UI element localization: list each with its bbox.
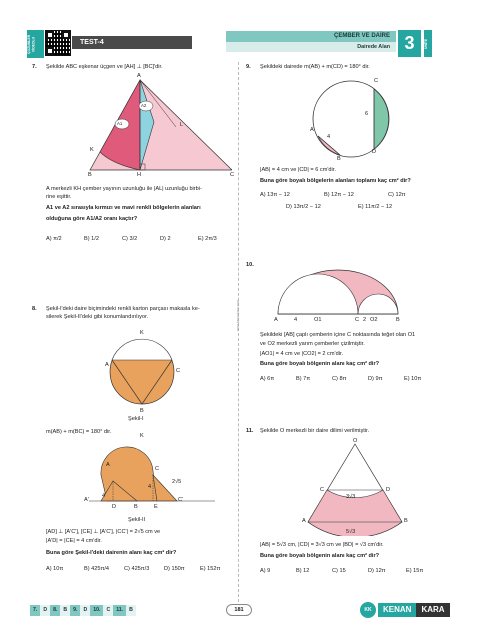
label-D: D: [386, 487, 391, 493]
label-6: 6: [365, 111, 369, 117]
choice-d[interactable]: D) 9π: [368, 376, 383, 382]
question-text: Şekilde O merkezli bir daire dilimi verilmiştir.: [260, 428, 370, 434]
label-2root5: 2√5: [172, 479, 182, 485]
label-H: H: [137, 172, 142, 178]
label-A1: A1: [117, 121, 123, 126]
choice-a[interactable]: A) 9: [260, 568, 271, 574]
question-ask: Buna göre Şekil-I'deki dairenin alanı kaç cm² dir?: [46, 550, 177, 556]
label-4: 4: [327, 134, 331, 140]
label-A: A: [137, 73, 141, 79]
choice-c[interactable]: C) 12π: [388, 192, 406, 198]
choice-e[interactable]: E) 10π: [404, 376, 422, 382]
choice-a[interactable]: A) 13π − 12: [260, 192, 290, 198]
question-ask: Buna göre boyalı bölgenin alanı kaç cm² dir?: [260, 361, 380, 367]
condition-1: [AD] ⊥ [A'C'], [CE] ⊥ [A'C'], |CC'| = 2√5 cm ve: [46, 529, 161, 535]
label-C: C: [230, 172, 235, 178]
label-C: C: [155, 466, 160, 472]
condition-2: |A'D| = |CE| = 4 cm'dir.: [46, 538, 102, 544]
figure-shekil-1-circle: [102, 336, 182, 408]
question-ask-2: olduğuna göre A1/A2 oranı kaçtır?: [46, 216, 138, 222]
label-O2: O2: [370, 317, 378, 323]
question-text-1: Şekil-I'deki daire biçimindeki renkli karton parçası makasla ke-: [46, 306, 200, 312]
brand-name-second: KARA: [416, 603, 449, 618]
question-number: 7.: [32, 64, 37, 70]
brand-mark-icon: KK: [360, 602, 376, 618]
answer-key-number: 7.: [30, 605, 40, 616]
question-number: 8.: [32, 306, 37, 312]
choice-b[interactable]: B) 7π: [296, 376, 311, 382]
choice-b[interactable]: B) 12: [296, 568, 310, 574]
label-K: K: [140, 433, 144, 439]
question-text-1: Şekildeki [AB] çaplı çemberin içine C noktasında teğet olan O1: [260, 332, 416, 338]
label-K: K: [140, 330, 144, 336]
answer-key-number: 9.: [70, 605, 80, 616]
question-7: [32, 64, 235, 264]
label-D: D: [372, 149, 377, 155]
choice-e[interactable]: E) 15π: [406, 568, 424, 574]
choice-a[interactable]: A) 6π: [260, 376, 275, 382]
label-O: O: [353, 438, 358, 444]
answer-key-letter: B: [126, 605, 136, 616]
chapter-title: ÇEMBER VE DAİRE: [226, 31, 396, 42]
answer-key-number: 8.: [50, 605, 60, 616]
condition: |AB| = 4 cm ve |CD| = 6 cm'dir.: [260, 167, 336, 173]
label-A: A: [302, 518, 306, 524]
choice-d[interactable]: D) 12π: [368, 568, 386, 574]
choice-e[interactable]: E) 2π/3: [198, 236, 217, 242]
answer-key-letter: B: [60, 605, 70, 616]
answer-choices: [260, 568, 442, 576]
question-text: Şekilde ABC eşkenar üçgen ve [AH] ⊥ [BC]'dir.: [46, 64, 163, 70]
watermark: www.kenankara.com: [236, 300, 240, 332]
question-description-1: A merkezli KH çember yayının uzunluğu ile |AL| uzunluğu birbi-: [46, 186, 202, 192]
label-A: A: [105, 362, 109, 368]
choice-c[interactable]: C) 8π: [332, 376, 347, 382]
answer-choices-row-2: [286, 204, 418, 212]
arc-condition: m(AB) + m(BC) = 180° dir.: [46, 429, 112, 435]
choice-b[interactable]: B) 12π − 12: [324, 192, 354, 198]
page-header: [0, 0, 480, 58]
label-L: L: [180, 122, 184, 128]
answer-key-letter: D: [80, 605, 90, 616]
label-C-prime: C': [178, 497, 184, 503]
label-B: B: [337, 156, 341, 162]
figure-sector: [300, 440, 410, 536]
choice-e[interactable]: E) 11π/2 − 12: [358, 204, 393, 210]
choice-b[interactable]: B) 1/2: [84, 236, 99, 242]
choice-d[interactable]: D) 13π/2 − 12: [286, 204, 321, 210]
label-B: B: [404, 518, 408, 524]
question-number: 9.: [246, 64, 251, 70]
answer-choices: [46, 236, 236, 244]
answer-choices-row-1: [260, 192, 438, 200]
figure-shekil-2-rearranged: [87, 441, 217, 513]
label-2: 2: [363, 317, 367, 323]
choice-a[interactable]: A) π/2: [46, 236, 62, 242]
label-C: C: [176, 368, 181, 374]
choice-d[interactable]: D) 150π: [164, 566, 185, 572]
choice-c[interactable]: C) 425π/3: [124, 566, 150, 572]
label-A: A: [106, 462, 110, 468]
figure-caption-1: Şekil-I: [128, 416, 144, 422]
question-ask: Buna göre boyalı bölgelerin alanları toplamı kaç cm² dir?: [260, 178, 411, 184]
video-solutions-tab[interactable]: ÇÖZÜMLER VİDEOLU: [27, 30, 44, 58]
question-10: [246, 262, 446, 392]
label-D: D: [112, 504, 117, 510]
figure-caption-2: Şekil-II: [128, 517, 146, 523]
section-title: Dairede Alan: [226, 42, 396, 52]
answer-key-letter: C: [103, 605, 113, 616]
label-C: C: [320, 487, 325, 493]
question-9: [246, 64, 446, 234]
label-A: A: [274, 317, 278, 323]
label-4: 4: [294, 317, 298, 323]
figure-equilateral-triangle: [82, 72, 235, 182]
question-ask-1: A1 ve A2 sırasıyla kırmızı ve mavi renkli bölgelerin alanları: [46, 205, 201, 211]
unit-label: ÜNİTE: [424, 30, 432, 57]
label-B: B: [396, 317, 400, 323]
choice-a[interactable]: A) 10π: [46, 566, 64, 572]
figure-circle-chords: [306, 74, 396, 164]
condition: |AO1| = 4 cm ve |CO2| = 2 cm'dir.: [260, 351, 344, 357]
label-O1: O1: [314, 317, 322, 323]
label-K: K: [90, 147, 94, 153]
figure-semicircles: [274, 268, 404, 318]
question-11: [246, 428, 446, 598]
qr-code[interactable]: [45, 30, 71, 56]
page-number: 181: [226, 604, 252, 616]
column-divider: [238, 62, 239, 602]
condition: |AB| = 5√3 cm, |CD| = 3√3 cm ve |BD| = √3 cm'dir.: [260, 542, 384, 548]
answer-key-number: 10.: [90, 605, 103, 616]
question-number: 10.: [246, 262, 254, 268]
label-C: C: [355, 317, 360, 323]
question-description-2: rine eşittir.: [46, 194, 72, 200]
answer-choices: [46, 566, 236, 574]
label-4-left: 4: [102, 493, 106, 499]
answer-key-number: 11.: [113, 605, 126, 616]
label-A: A: [310, 127, 314, 133]
question-text-2: ve O2 merkezli yarım çemberler çizilmiştir.: [260, 341, 365, 347]
label-A2: A2: [141, 103, 147, 108]
test-label: TEST-4: [72, 36, 192, 49]
label-C: C: [374, 78, 379, 84]
question-text: Şekildeki dairede m(AB) + m(CD) = 180° dir.: [260, 64, 370, 70]
brand-logo: [360, 601, 450, 619]
choice-e[interactable]: E) 152π: [200, 566, 221, 572]
answer-choices: [260, 376, 440, 384]
label-3root3: 3√3: [346, 494, 356, 500]
unit-number: 3: [398, 30, 421, 57]
label-E: E: [154, 504, 158, 510]
label-5root3: 5√3: [346, 529, 356, 535]
choice-c[interactable]: C) 15: [332, 568, 346, 574]
label-4-right: 4: [148, 484, 152, 490]
question-text-2: silerek Şekil-II'deki gibi konumlandırılıyor.: [46, 314, 149, 320]
choice-c[interactable]: C) 3/2: [122, 236, 138, 242]
question-number: 11.: [246, 428, 254, 434]
label-B: B: [134, 504, 138, 510]
choice-d[interactable]: D) 2: [160, 236, 171, 242]
label-B: B: [140, 408, 144, 414]
answer-key: [30, 605, 136, 616]
answer-key-letter: D: [40, 605, 50, 616]
label-A-prime: A': [84, 497, 89, 503]
question-8: [32, 306, 232, 591]
question-ask: Buna göre boyalı bölgenin alanı kaç cm² dir?: [260, 553, 380, 559]
choice-b[interactable]: B) 425π/4: [84, 566, 110, 572]
brand-name-first: KENAN: [378, 603, 416, 618]
label-B: B: [88, 172, 92, 178]
